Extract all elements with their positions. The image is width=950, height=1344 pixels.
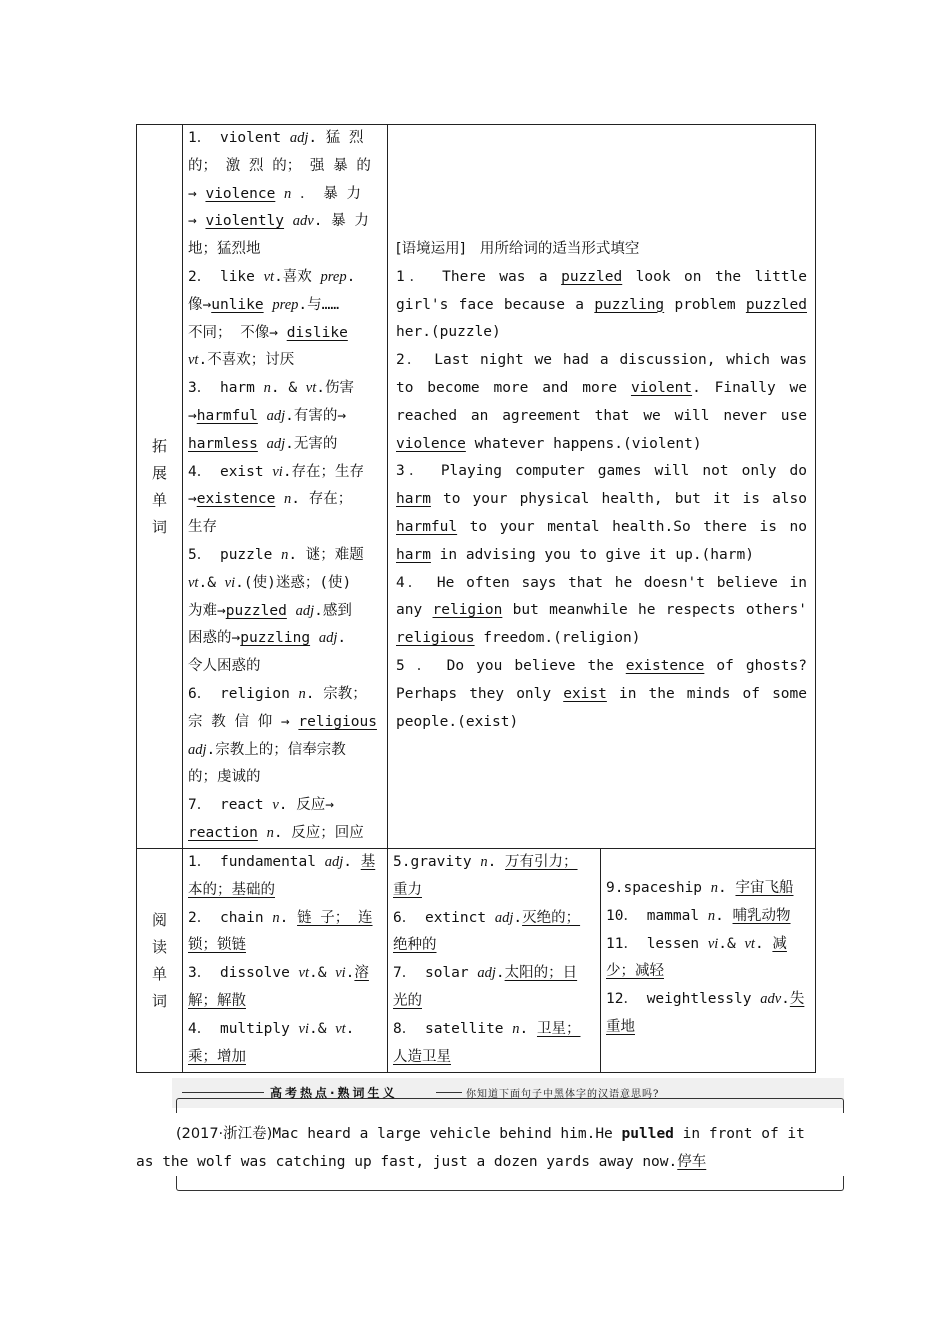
answer: 停车: [677, 1154, 707, 1170]
text-run: to your mental health.So there is no: [457, 518, 807, 535]
vocab-entry: [188, 264, 381, 375]
part-of-speech: vi: [335, 965, 346, 982]
text-run: [275, 491, 284, 507]
text-run: . 谜；难题: [288, 546, 364, 563]
text-line: [188, 125, 381, 153]
text-run: .: [337, 630, 347, 647]
extend-row: [137, 125, 816, 849]
text-run: 3． Playing computer games will not only do: [396, 463, 807, 480]
text-run: .&: [309, 1020, 336, 1037]
text-run: 1． fundamental: [188, 854, 325, 870]
text-run: .存在；生存: [282, 463, 365, 480]
text-run: . 暴 力: [313, 213, 369, 230]
sentence-part-1: Mac heard a large vehicle behind him.He: [272, 1126, 622, 1142]
answer-word: violent: [630, 379, 693, 396]
answer-word: puzzling: [240, 630, 311, 647]
read-label-cell: [137, 849, 183, 1073]
text-line: [188, 347, 381, 375]
text-line: [606, 903, 809, 931]
part-of-speech: vt: [305, 380, 317, 397]
text-run: . Finally we reached an agreement that we will never use: [396, 379, 807, 424]
text-line: [188, 236, 381, 264]
text-run: .&: [718, 935, 745, 952]
text-line: [188, 792, 381, 820]
part-of-speech: adj: [188, 741, 207, 758]
exercise-heading: [语境运用] 用所给词的适当形式填空: [396, 241, 640, 257]
text-run: .: [715, 907, 733, 924]
text-run: →: [188, 407, 197, 424]
answer-word: 少；减轻: [606, 963, 664, 980]
sentence-line-1: [136, 1120, 826, 1148]
text-run: look on the little girl's face because a: [396, 268, 808, 313]
answer-word: 基: [360, 854, 376, 870]
text-line: [188, 960, 381, 988]
vocab-entry: [188, 125, 381, 264]
extend-words-cell: [183, 125, 388, 849]
answer-word: harm: [396, 491, 431, 508]
text-run: 5.gravity: [393, 854, 481, 870]
part-of-speech: adv: [292, 213, 314, 230]
answer-word: puzzled: [225, 602, 287, 619]
text-line: [188, 681, 381, 709]
vocab-entry: [188, 542, 381, 681]
text-line: [393, 932, 594, 960]
part-of-speech: adv: [760, 991, 782, 1008]
part-of-speech: v: [272, 797, 279, 814]
text-run: 5 ． Do you believe the: [396, 657, 626, 674]
text-line: [188, 598, 381, 626]
text-line: [393, 988, 594, 1016]
answer-word: harmless: [188, 435, 258, 452]
answer-word: puzzled: [745, 296, 807, 313]
part-of-speech: n: [710, 880, 719, 896]
part-of-speech: n: [263, 380, 271, 397]
answer-word: 本的；基础的: [188, 881, 275, 898]
title-rule-right: [436, 1092, 462, 1093]
vocab-entry: [188, 792, 381, 848]
text-run: →: [188, 491, 197, 508]
text-run: 3． harm: [188, 380, 264, 397]
text-run: 1． violent: [188, 130, 290, 146]
text-line: [188, 486, 381, 514]
part-of-speech: n: [284, 491, 292, 508]
part-of-speech: n: [707, 907, 716, 924]
answer-word: 光的: [393, 992, 422, 1009]
text-run: .宗教上的；信奉宗教: [206, 741, 346, 758]
text-run: 像→: [188, 296, 212, 313]
answer-word: violently: [205, 213, 285, 230]
text-line: [188, 625, 381, 653]
text-run: to your physical health, but it is also: [430, 491, 807, 508]
answer-word: violence: [396, 435, 466, 452]
exercise-item: [396, 264, 807, 347]
text-line: [188, 877, 381, 905]
part-of-speech: vi: [298, 1020, 309, 1037]
answer-word: 乘；增加: [188, 1048, 246, 1065]
text-run: 4． multiply: [188, 1020, 299, 1037]
text-line: [188, 459, 381, 487]
answer-word: dislike: [286, 324, 348, 341]
part-of-speech: vi: [224, 574, 236, 591]
text-run: .喜欢: [274, 268, 321, 285]
answer-word: religious: [298, 713, 377, 730]
text-run: [258, 825, 267, 841]
text-run: 生存: [188, 519, 217, 536]
answer-word: 万有引力；: [505, 854, 578, 870]
text-run: 令人困惑的: [188, 658, 261, 675]
vocab-entry: [188, 681, 381, 792]
text-run: →: [188, 213, 206, 230]
text-line: [606, 1014, 809, 1042]
text-run: [258, 436, 267, 452]
text-run: .伤害: [316, 380, 354, 397]
text-run: 1． There was a: [396, 268, 562, 285]
text-run: .: [754, 935, 773, 952]
part-of-speech: prep: [272, 296, 299, 313]
hot-topic-subtitle: 你知道下面句子中黑体字的汉语意思吗?: [466, 1089, 660, 1100]
text-run: 7． solar: [393, 965, 478, 982]
text-run: . 存在；: [291, 491, 353, 508]
text-run: whatever happens.(violent): [465, 435, 702, 452]
text-run: [275, 186, 284, 202]
part-of-speech: vt: [744, 935, 755, 952]
part-of-speech: n: [284, 185, 292, 202]
text-line: [188, 153, 381, 181]
read-words-col3: [601, 849, 816, 1073]
hot-topic-section: [136, 1072, 846, 1202]
answer-word: religion: [432, 602, 503, 619]
answer-word: 重地: [606, 1018, 635, 1035]
answer-word: 减: [772, 935, 787, 952]
text-run: of ghosts? Perhaps they only: [396, 657, 807, 702]
text-run: . 反应→: [278, 797, 334, 814]
text-run: .: [495, 965, 505, 982]
text-run: [310, 630, 319, 646]
part-of-speech: vt: [298, 965, 309, 982]
text-line: [188, 208, 381, 236]
text-line: [393, 849, 594, 877]
text-run: .&: [309, 965, 336, 982]
part-of-speech: adj: [266, 407, 286, 424]
text-line: [393, 905, 594, 933]
text-run: 8． satellite: [393, 1020, 513, 1037]
read-label: 阅读单词: [151, 910, 167, 1010]
part-of-speech: adj: [295, 602, 315, 619]
text-run: . 宗教；: [305, 685, 367, 702]
hot-topic-title: 高考热点·熟词生义: [270, 1086, 398, 1100]
part-of-speech: vt: [263, 268, 275, 285]
vocab-entry: [188, 459, 381, 542]
text-run: 6． religion: [188, 685, 299, 702]
text-run: [258, 408, 267, 424]
part-of-speech: n: [298, 685, 306, 702]
text-line: [393, 877, 594, 905]
bottom-bracket: [176, 1176, 844, 1191]
text-run: .: [345, 965, 355, 982]
text-line: [188, 375, 381, 403]
answer-word: exist: [563, 685, 607, 702]
part-of-speech: vt: [188, 352, 199, 369]
part-of-speech: vi: [272, 463, 283, 480]
text-line: [188, 514, 381, 542]
part-of-speech: vi: [707, 935, 719, 952]
text-line: [606, 875, 809, 903]
read-row: [137, 849, 816, 1073]
text-line: [606, 931, 809, 959]
text-line: [188, 737, 381, 765]
part-of-speech: prep: [320, 268, 347, 285]
text-line: [188, 1044, 381, 1072]
text-run: . 猛 烈: [308, 130, 364, 146]
part-of-speech: adj: [494, 909, 514, 926]
answer-word: 溶: [354, 965, 369, 982]
extend-label: 拓展单词: [151, 436, 167, 536]
vocab-entry: [188, 375, 381, 458]
text-run: 7． react: [188, 797, 273, 814]
sentence-part-2: in front of it: [673, 1126, 805, 1142]
extend-label-cell: [137, 125, 183, 849]
text-run: .感到: [314, 602, 352, 619]
text-run: 困惑的→: [188, 630, 241, 647]
text-line: [188, 570, 381, 598]
text-line: [188, 320, 381, 348]
part-of-speech: n: [266, 824, 274, 841]
text-run: 11． lessen: [606, 935, 708, 952]
answer-word: 解；解散: [188, 992, 246, 1009]
text-line: [188, 264, 381, 292]
text-run: .: [519, 1020, 537, 1037]
answer-word: unlike: [211, 296, 264, 313]
example-sentence: [136, 1120, 826, 1176]
text-run: 5． puzzle: [188, 546, 282, 563]
read-words-col2: [388, 849, 601, 1073]
text-run: but meanwhile he respects others': [502, 602, 808, 619]
text-run: freedom.(religion): [474, 630, 641, 647]
text-line: [188, 653, 381, 681]
answer-word: 宇宙飞船: [735, 880, 794, 896]
answer-word: 哺乳动物: [732, 907, 791, 924]
answer-word: reaction: [188, 824, 258, 841]
text-run: →: [188, 185, 206, 202]
text-line: [188, 764, 381, 792]
answer-word: 太阳的；日: [504, 965, 578, 982]
text-run: problem: [664, 296, 746, 313]
part-of-speech: vt: [188, 574, 199, 591]
text-run: .: [781, 991, 790, 1008]
answer-word: harmful: [396, 518, 458, 535]
text-run: . &: [270, 380, 306, 397]
text-run: 的； 激 烈 的； 强 暴 的: [188, 157, 371, 174]
bold-word: pulled: [621, 1126, 674, 1142]
part-of-speech: adj: [266, 435, 286, 452]
text-run: 2． like: [188, 268, 264, 285]
text-run: .: [345, 1020, 355, 1037]
text-run: .有害的→: [285, 407, 347, 424]
text-line: [188, 849, 381, 877]
text-run: 宗 教 信 仰 →: [188, 713, 299, 730]
part-of-speech: vt: [335, 1020, 346, 1037]
answer-word: 链 子； 连: [297, 909, 373, 926]
text-line: [393, 1016, 594, 1044]
text-line: [188, 905, 381, 933]
text-line: [188, 1016, 381, 1044]
part-of-speech: n: [512, 1020, 520, 1037]
text-run: .: [279, 909, 298, 926]
answer-word: harmful: [196, 407, 258, 424]
answer-word: existence: [625, 657, 705, 674]
text-run: 的；虔诚的: [188, 769, 261, 786]
text-run: [284, 213, 293, 229]
text-run: 12． weightlessly: [606, 991, 761, 1008]
exercise-spacer: [396, 125, 807, 236]
vocabulary-table: [136, 124, 816, 1073]
part-of-speech: adj: [324, 854, 344, 870]
text-run: .: [513, 909, 523, 926]
part-of-speech: n: [281, 546, 289, 563]
text-run: in advising you to give it up.(harm): [430, 546, 754, 563]
part-of-speech: n: [480, 854, 488, 870]
text-run: .: [718, 880, 736, 896]
title-rule-left: [182, 1092, 264, 1093]
text-run: .: [346, 268, 356, 285]
text-run: .与……: [298, 296, 340, 313]
text-run: 地；猛烈地: [188, 241, 261, 258]
answer-word: 绝种的: [393, 937, 437, 954]
extend-words-list: [188, 125, 381, 848]
text-run: 4． exist: [188, 463, 273, 480]
text-run: 2． Last night we had a discussion, which was to become more and more: [396, 352, 807, 396]
text-run: .&: [198, 574, 225, 591]
answer-word: harm: [396, 546, 431, 563]
answer-word: 人造卫星: [393, 1048, 451, 1065]
answer-word: puzzled: [561, 268, 623, 285]
text-run: .不喜欢；讨厌: [198, 352, 295, 369]
text-run: in the minds of some people.(exist): [396, 685, 807, 730]
text-line: [188, 988, 381, 1016]
exercise-item: [396, 347, 807, 458]
exercise-cell: [388, 125, 816, 849]
answer-word: puzzling: [594, 296, 665, 313]
text-run: 9.spaceship: [606, 880, 711, 896]
text-line: [188, 932, 381, 960]
answer-word: 重力: [393, 881, 422, 898]
text-run: .: [487, 854, 506, 870]
text-line: [606, 986, 809, 1014]
text-run: .: [343, 854, 361, 870]
text-run: . 反应；回应: [273, 824, 364, 841]
text-line: [188, 292, 381, 320]
text-run: .(使)迷惑；(使): [235, 574, 352, 591]
exercise-item: [396, 653, 807, 736]
answer-word: 灭绝的；: [522, 909, 581, 926]
answer-word: 卫星；: [536, 1020, 581, 1037]
text-run: 10． mammal: [606, 907, 708, 924]
read-words-col1: [183, 849, 388, 1073]
exercise-item: [396, 570, 807, 653]
part-of-speech: adj: [318, 630, 338, 647]
text-run: .无害的: [285, 435, 338, 452]
text-run: 6． extinct: [393, 909, 495, 926]
text-run: 为难→: [188, 602, 226, 619]
exercise-item: [396, 458, 807, 569]
text-line: [393, 1044, 594, 1072]
text-line: [188, 542, 381, 570]
text-line: [188, 181, 381, 209]
text-line: [393, 960, 594, 988]
part-of-speech: adj: [289, 130, 309, 146]
text-run: her.(puzzle): [396, 324, 501, 341]
text-line: [606, 958, 809, 986]
exercise-list: [396, 264, 807, 737]
answer-word: existence: [196, 491, 276, 508]
text-run: 2． chain: [188, 909, 273, 926]
answer-word: 失: [789, 991, 805, 1008]
answer-word: 锁；锁链: [188, 937, 246, 954]
text-run: ． 暴 力: [291, 185, 361, 202]
text-run: 不同； 不像→: [188, 324, 287, 341]
text-line: [188, 403, 381, 431]
sentence-line-2: as the wolf was catching up fast, just a dozen yards away now.: [136, 1154, 678, 1170]
part-of-speech: adj: [477, 965, 496, 982]
part-of-speech: n: [272, 909, 280, 926]
text-run: 4． He often says that he doesn't believe in any: [396, 574, 807, 619]
text-run: [287, 603, 296, 619]
text-run: 3． dissolve: [188, 965, 299, 982]
answer-word: religious: [396, 630, 475, 647]
text-line: [188, 820, 381, 848]
text-line: [188, 431, 381, 459]
answer-word: violence: [205, 185, 276, 202]
sentence-source: (2017·浙江卷): [176, 1126, 273, 1142]
text-line: [188, 709, 381, 737]
